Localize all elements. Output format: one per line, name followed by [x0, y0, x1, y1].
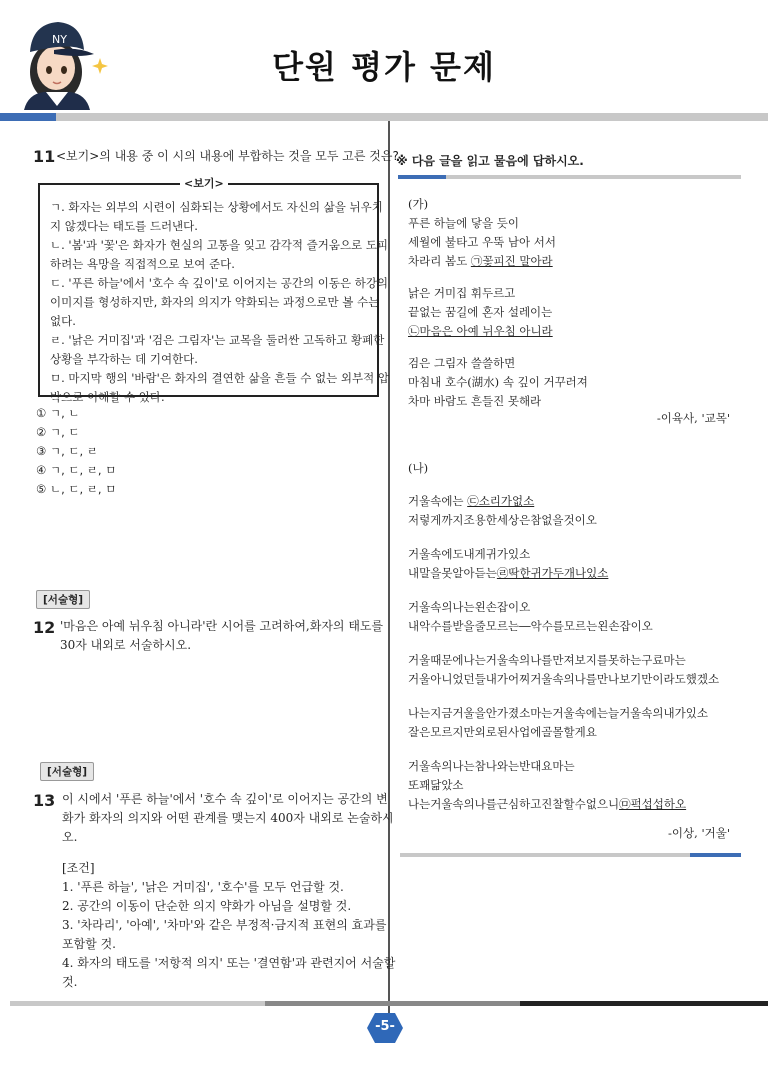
- underlined-phrase-d: ㉣딱한귀가두개나있소: [496, 566, 609, 580]
- poem-source-na: -이상, '거울': [668, 826, 730, 840]
- bogi-line: ㄹ. '낡은 거미집'과 '검은 그림자'는 교목을 둘러싼 고독하고 황폐한: [50, 333, 385, 347]
- poem-line: 거울아니었던들내가어찌거울속의나를만나보기만이라도했겠소: [408, 672, 720, 686]
- poem-line: 검은 그림자 쓸쓸하면: [408, 356, 516, 370]
- bogi-line: 없다.: [50, 314, 76, 328]
- bogi-line: ㄴ. '봄'과 '꽃'은 화자가 현실의 고통을 잊고 감각적 즐거움으로 도피: [50, 238, 389, 252]
- condition-line: 3. '차라리', '아예', '차마'와 같은 부정적·금지적 표현의 효과를: [62, 918, 387, 932]
- poem-label-na: (나): [408, 461, 429, 475]
- answer-choice-3[interactable]: ③ ㄱ, ㄷ, ㄹ: [36, 444, 98, 458]
- passage-end-divider-accent: [690, 853, 741, 857]
- answer-choice-2[interactable]: ② ㄱ, ㄷ: [36, 425, 80, 439]
- poem-source-ga: -이육사, '교목': [656, 411, 730, 425]
- question-number-13: 13: [33, 791, 56, 810]
- poem-line: 세월에 불타고 우뚝 남아 서서: [408, 235, 556, 249]
- footer-bar-dark: [520, 1001, 768, 1006]
- column-divider: [388, 121, 390, 1016]
- answer-choice-4[interactable]: ④ ㄱ, ㄷ, ㄹ, ㅁ: [36, 463, 117, 477]
- question-12-line: '마음은 아예 뉘우침 아니라'란 시어를 고려하여,화자의 태도를: [60, 619, 384, 633]
- bogi-line: 박으로 이해할 수 있다.: [50, 390, 165, 404]
- poem-line: 푸른 하늘에 닿을 듯이: [408, 216, 519, 230]
- question-number-12: 12: [33, 618, 56, 637]
- underlined-phrase-a: ㉠꽃피진 말아라: [470, 254, 553, 268]
- underlined-phrase-e: ㉤퍽섭섭하오: [619, 797, 687, 811]
- question-11-prompt: <보기>의 내용 중 이 시의 내용에 부합하는 것을 모두 고른 것은?: [56, 149, 399, 163]
- poem-line: [408, 564, 608, 583]
- svg-text:NY: NY: [52, 33, 67, 46]
- poem-line: 거울속에도내게귀가있소: [408, 547, 531, 561]
- poem-line: 끝없는 꿈길에 혼자 설레이는: [408, 305, 553, 319]
- poem-line: [408, 795, 686, 814]
- page-number: -5-: [375, 1019, 395, 1034]
- header-divider: [0, 113, 768, 121]
- bogi-line: ㄱ. 화자는 외부의 시련이 심화되는 상황에서도 자신의 삶을 뉘우치: [50, 200, 383, 214]
- underlined-phrase-c: ㉢소리가없소: [467, 494, 535, 508]
- poem-line-text: 내말을못알아듣는: [408, 566, 497, 580]
- condition-line: 포함할 것.: [62, 937, 116, 951]
- question-12-line: 30자 내외로 서술하시오.: [60, 638, 192, 652]
- poem-line: 마침내 호수(湖水) 속 깊이 거꾸러져: [408, 375, 588, 389]
- poem-line: 차마 바람도 흔들진 못해라: [408, 394, 542, 408]
- question-13-line: 오.: [62, 830, 78, 844]
- essay-type-tag: [서술형]: [36, 590, 90, 609]
- bogi-line: 하려는 욕망을 직접적으로 보여 준다.: [50, 257, 235, 271]
- poem-line: 잘은모르지만외로된사업에골몰할게요: [408, 725, 597, 739]
- question-13-line: 화가 화자의 의지와 어떤 관계를 맺는지 400자 내외로 논술하시: [62, 811, 394, 825]
- footer-bar-light: [10, 1001, 265, 1006]
- underlined-phrase-b: ㉡마음은 아예 뉘우침 아니라: [408, 324, 553, 338]
- poem-line-text: 차라리 봄도: [408, 254, 471, 268]
- reading-instruction: ※ 다음 글을 읽고 물음에 답하시오.: [396, 154, 584, 168]
- essay-type-tag: [서술형]: [40, 762, 94, 781]
- bogi-line: 상황을 부각하는 데 기여한다.: [50, 352, 198, 366]
- condition-line: 것.: [62, 975, 78, 989]
- condition-line: 1. '푸른 하늘', '낡은 거미집', '호수'를 모두 언급할 것.: [62, 880, 344, 894]
- poem-line: 나는지금거울을안가졌소마는거울속에는늘거울속의내가있소: [408, 706, 708, 720]
- passage-divider: [398, 175, 741, 179]
- poem-line: 저렇게까지조용한세상은참없을것이오: [408, 513, 597, 527]
- header-divider-accent: [0, 113, 56, 121]
- poem-label-ga: (가): [408, 197, 429, 211]
- poem-line: [408, 252, 553, 271]
- poem-line-text: 나는거울속의나를근심하고진찰할수없으니: [408, 797, 620, 811]
- bogi-line: ㄷ. '푸른 하늘'에서 '호수 속 깊이'로 이어지는 공간의 이동은 하강의: [50, 276, 389, 290]
- question-13-line: 이 시에서 '푸른 하늘'에서 '호수 속 깊이'로 이어지는 공간의 변: [62, 792, 388, 806]
- poem-line: 거울때문에나는거울속의나를만져보지를못하는구료마는: [408, 653, 686, 667]
- poem-line: 내악수를받을줄모르는―악수를모르는왼손잡이오: [408, 619, 653, 633]
- poem-line: 거울속의나는참나와는반대요마는: [408, 759, 575, 773]
- poem-line: [408, 492, 534, 511]
- poem-line: [408, 322, 553, 341]
- bogi-line: ㅁ. 마지막 행의 '바람'은 화자의 결연한 삶을 흔들 수 없는 외부적 압: [50, 371, 390, 385]
- answer-choice-1[interactable]: ① ㄱ, ㄴ: [36, 406, 80, 420]
- bogi-box-label: <보기>: [180, 175, 228, 191]
- page-title: 단원 평가 문제: [272, 48, 496, 86]
- conditions-title: [조건]: [62, 861, 95, 875]
- poem-line: 낡은 거미집 휘두르고: [408, 286, 516, 300]
- poem-line: 거울속의나는왼손잡이오: [408, 600, 531, 614]
- poem-line-text: 거울속에는: [408, 494, 468, 508]
- question-number-11: 11: [33, 147, 56, 166]
- passage-divider-accent: [398, 175, 446, 179]
- poem-line: 또꽤닮았소: [408, 778, 464, 792]
- condition-line: 4. 화자의 태도를 '저항적 의지' 또는 '결연함'과 관련지어 서술할: [62, 956, 396, 970]
- condition-line: 2. 공간의 이동이 단순한 의지 약화가 아님을 설명할 것.: [62, 899, 352, 913]
- bogi-line: 이미지를 형성하지만, 화자의 의지가 약화되는 과정으로만 볼 수는: [50, 295, 380, 309]
- footer-bar-mid: [265, 1001, 520, 1006]
- answer-choice-5[interactable]: ⑤ ㄴ, ㄷ, ㄹ, ㅁ: [36, 482, 117, 496]
- bogi-line: 지 않겠다는 태도를 드러낸다.: [50, 219, 198, 233]
